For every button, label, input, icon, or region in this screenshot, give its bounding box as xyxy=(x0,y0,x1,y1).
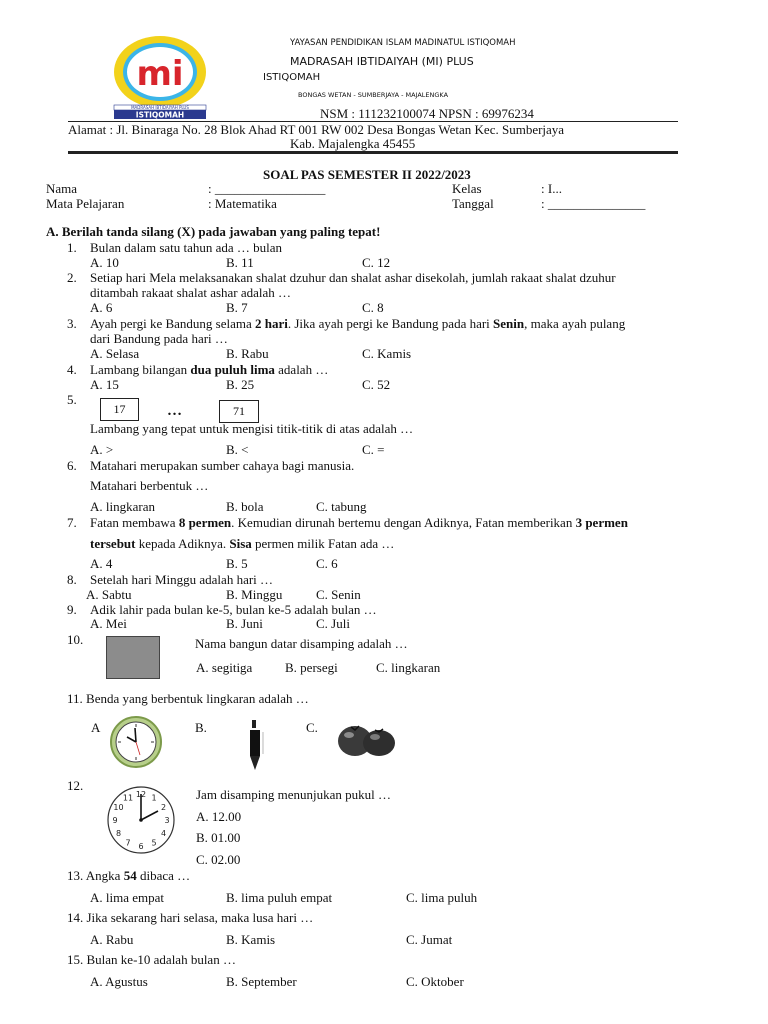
q6-option-b[interactable]: B. bola xyxy=(226,499,264,514)
q11-text: 11. Benda yang berbentuk lingkaran adalah … xyxy=(67,691,309,706)
q1-number: 1. xyxy=(67,240,77,255)
q2-text-line1: Setiap hari Mela melaksanakan shalat dzuhur dan shalat ashar disekolah, jumlah rakaat shalat dzuhur xyxy=(90,270,616,285)
q8-option-b[interactable]: B. Minggu xyxy=(226,587,283,602)
tanggal-label: Tanggal xyxy=(452,196,494,211)
q15-option-c[interactable]: C. Oktober xyxy=(406,974,464,989)
wall-clock-icon xyxy=(102,715,170,769)
q4-option-c[interactable]: C. 52 xyxy=(362,377,391,392)
q7-option-b[interactable]: B. 5 xyxy=(226,556,248,571)
q10-option-a[interactable]: A. segitiga xyxy=(196,660,253,675)
q1-option-a[interactable]: A. 10 xyxy=(90,255,119,270)
q2-option-c[interactable]: C. 8 xyxy=(362,300,384,315)
q15-text: 15. Bulan ke-10 adalah bulan … xyxy=(67,952,236,967)
foundation-name: YAYASAN PENDIDIKAN ISLAM MADINATUL ISTIQOMAH xyxy=(290,38,516,48)
q14-text: 14. Jika sekarang hari selasa, maka lusa hari … xyxy=(67,910,314,925)
exam-title: SOAL PAS SEMESTER II 2022/2023 xyxy=(263,167,471,182)
q12-clock-icon xyxy=(103,785,179,855)
q5-option-c[interactable]: C. = xyxy=(362,442,385,457)
clock-number-6: 6 xyxy=(138,842,144,851)
header-divider-thick xyxy=(68,151,678,154)
logo-graphic xyxy=(110,35,210,120)
mapel-label: Mata Pelajaran xyxy=(46,196,125,211)
q10-square-shape xyxy=(106,636,160,679)
clock-number-7: 7 xyxy=(125,838,131,848)
q7-text-line1: Fatan membawa 8 permen. Kemudian dirunah bertemu dengan Adiknya, Fatan memberikan 3 permen xyxy=(90,515,628,530)
pencil-icon xyxy=(244,720,266,772)
nama-label: Nama xyxy=(46,181,78,196)
q8-number: 8. xyxy=(67,572,77,587)
q3-option-b[interactable]: B. Rabu xyxy=(226,346,269,361)
q12-option-c[interactable]: C. 02.00 xyxy=(196,852,241,867)
q2-option-a[interactable]: A. 6 xyxy=(90,300,113,315)
q15-option-a[interactable]: A. Agustus xyxy=(90,974,148,989)
q1-option-c[interactable]: C. 12 xyxy=(362,255,391,270)
q13-option-c[interactable]: C. lima puluh xyxy=(406,890,478,905)
q11-option-c[interactable]: C. xyxy=(306,720,318,735)
school-name-line2: ISTIQOMAH xyxy=(263,72,321,83)
q1-text: Bulan dalam satu tahun ada … bulan xyxy=(90,240,283,255)
q5-text: Lambang yang tepat untuk mengisi titik-titik di atas adalah … xyxy=(90,421,414,436)
q8-option-a[interactable]: A. Sabtu xyxy=(86,587,132,602)
logo-text: mi xyxy=(136,54,184,94)
q6-number: 6. xyxy=(67,458,77,473)
q5-box-left: 17 xyxy=(100,398,139,421)
clock-number-12: 12 xyxy=(135,790,147,799)
q4-option-b[interactable]: B. 25 xyxy=(226,377,255,392)
q14-option-a[interactable]: A. Rabu xyxy=(90,932,134,947)
q9-text: Adik lahir pada bulan ke-5, bulan ke-5 adalah bulan … xyxy=(90,602,377,617)
clock-number-10: 10 xyxy=(113,803,124,812)
q12-number: 12. xyxy=(67,778,84,793)
mapel-value: : Matematika xyxy=(208,196,277,211)
q14-option-c[interactable]: C. Jumat xyxy=(406,932,453,947)
q2-number: 2. xyxy=(67,270,77,285)
clock-number-9: 9 xyxy=(112,816,118,825)
q5-number: 5. xyxy=(67,392,77,407)
nama-field[interactable]: : _________________ xyxy=(208,181,326,196)
q15-option-b[interactable]: B. September xyxy=(226,974,297,989)
logo-banner-text: ISTIQOMAH xyxy=(135,110,185,120)
q9-option-a[interactable]: A. Mei xyxy=(90,616,127,631)
q5-option-b[interactable]: B. < xyxy=(226,442,249,457)
q10-number: 10. xyxy=(67,632,84,647)
logo-banner-small-text: MADRASAH IBTIDAIYAH PLUS xyxy=(131,105,189,110)
clock-number-11: 11 xyxy=(122,793,134,803)
q3-option-a[interactable]: A. Selasa xyxy=(90,346,140,361)
q6-text-line1: Matahari merupakan sumber cahaya bagi manusia. xyxy=(90,458,355,473)
clock-number-8: 8 xyxy=(115,829,122,838)
q8-text: Setelah hari Minggu adalah hari … xyxy=(90,572,274,587)
q2-text-line2: ditambah rakaat shalat ashar adalah … xyxy=(90,285,292,300)
q12-option-a[interactable]: A. 12.00 xyxy=(196,809,242,824)
q3-option-c[interactable]: C. Kamis xyxy=(362,346,412,361)
section-a-instruction: A. Berilah tanda silang (X) pada jawaban yang paling tepat! xyxy=(46,224,381,239)
tomatoes-icon xyxy=(335,722,397,758)
q7-option-c[interactable]: C. 6 xyxy=(316,556,338,571)
school-registration: NSM : 111232100074 NPSN : 69976234 xyxy=(320,106,534,121)
q5-box-right: 71 xyxy=(219,400,259,423)
clock-number-1: 1 xyxy=(151,793,157,803)
q10-text: Nama bangun datar disamping adalah … xyxy=(195,636,408,651)
clock-number-4: 4 xyxy=(160,829,167,838)
kelas-field[interactable]: : I... xyxy=(541,181,562,196)
q12-option-b[interactable]: B. 01.00 xyxy=(196,830,241,845)
q7-option-a[interactable]: A. 4 xyxy=(90,556,113,571)
q11-option-a[interactable]: A xyxy=(91,720,101,735)
clock-number-3: 3 xyxy=(164,816,170,825)
q3-text-line2: dari Bandung pada hari … xyxy=(90,331,228,346)
school-name-line1: MADRASAH IBTIDAIYAH (MI) PLUS xyxy=(290,55,474,68)
q4-number: 4. xyxy=(67,362,77,377)
q7-number: 7. xyxy=(67,515,77,530)
q9-option-b[interactable]: B. Juni xyxy=(226,616,263,631)
q6-option-c[interactable]: C. tabung xyxy=(316,499,367,514)
q5-dots: … xyxy=(167,403,182,419)
school-address-1: Alamat : Jl. Binaraga No. 28 Blok Ahad RT 001 RW 002 Desa Bongas Wetan Kec. Sumberjaya xyxy=(68,122,565,137)
q13-text: 13. Angka 54 dibaca … xyxy=(67,868,191,883)
q9-number: 9. xyxy=(67,602,77,617)
q1-option-b[interactable]: B. 11 xyxy=(226,255,254,270)
school-region: BONGAS WETAN - SUMBERJAYA - MAJALENGKA xyxy=(298,91,449,99)
q10-option-b[interactable]: B. persegi xyxy=(285,660,338,675)
q7-text-line2: tersebut kepada Adiknya. Sisa permen milik Fatan ada … xyxy=(90,536,395,551)
q2-option-b[interactable]: B. 7 xyxy=(226,300,248,315)
q14-option-b[interactable]: B. Kamis xyxy=(226,932,276,947)
q4-text: Lambang bilangan dua puluh lima adalah … xyxy=(90,362,329,377)
q13-option-b[interactable]: B. lima puluh empat xyxy=(226,890,333,905)
q13-option-a[interactable]: A. lima empat xyxy=(90,890,165,905)
q3-text-line1: Ayah pergi ke Bandung selama 2 hari. Jika ayah pergi ke Bandung pada hari Senin, maka ayah pulang xyxy=(90,316,626,331)
kelas-label: Kelas xyxy=(452,181,482,196)
q8-option-c[interactable]: C. Senin xyxy=(316,587,361,602)
q9-option-c[interactable]: C. Juli xyxy=(316,616,350,631)
school-address-2: Kab. Majalengka 45455 xyxy=(290,136,416,151)
clock-number-5: 5 xyxy=(151,838,157,848)
q4-option-a[interactable]: A. 15 xyxy=(90,377,119,392)
q5-option-a[interactable]: A. > xyxy=(90,442,114,457)
q6-text-line2: Matahari berbentuk … xyxy=(90,478,209,493)
q12-text: Jam disamping menunjukan pukul … xyxy=(196,787,391,802)
clock-number-2: 2 xyxy=(160,803,167,812)
q6-option-a[interactable]: A. lingkaran xyxy=(90,499,155,514)
q10-option-c[interactable]: C. lingkaran xyxy=(376,660,441,675)
q3-number: 3. xyxy=(67,316,77,331)
q11-option-b[interactable]: B. xyxy=(195,720,207,735)
tanggal-field[interactable]: : _______________ xyxy=(541,196,646,211)
